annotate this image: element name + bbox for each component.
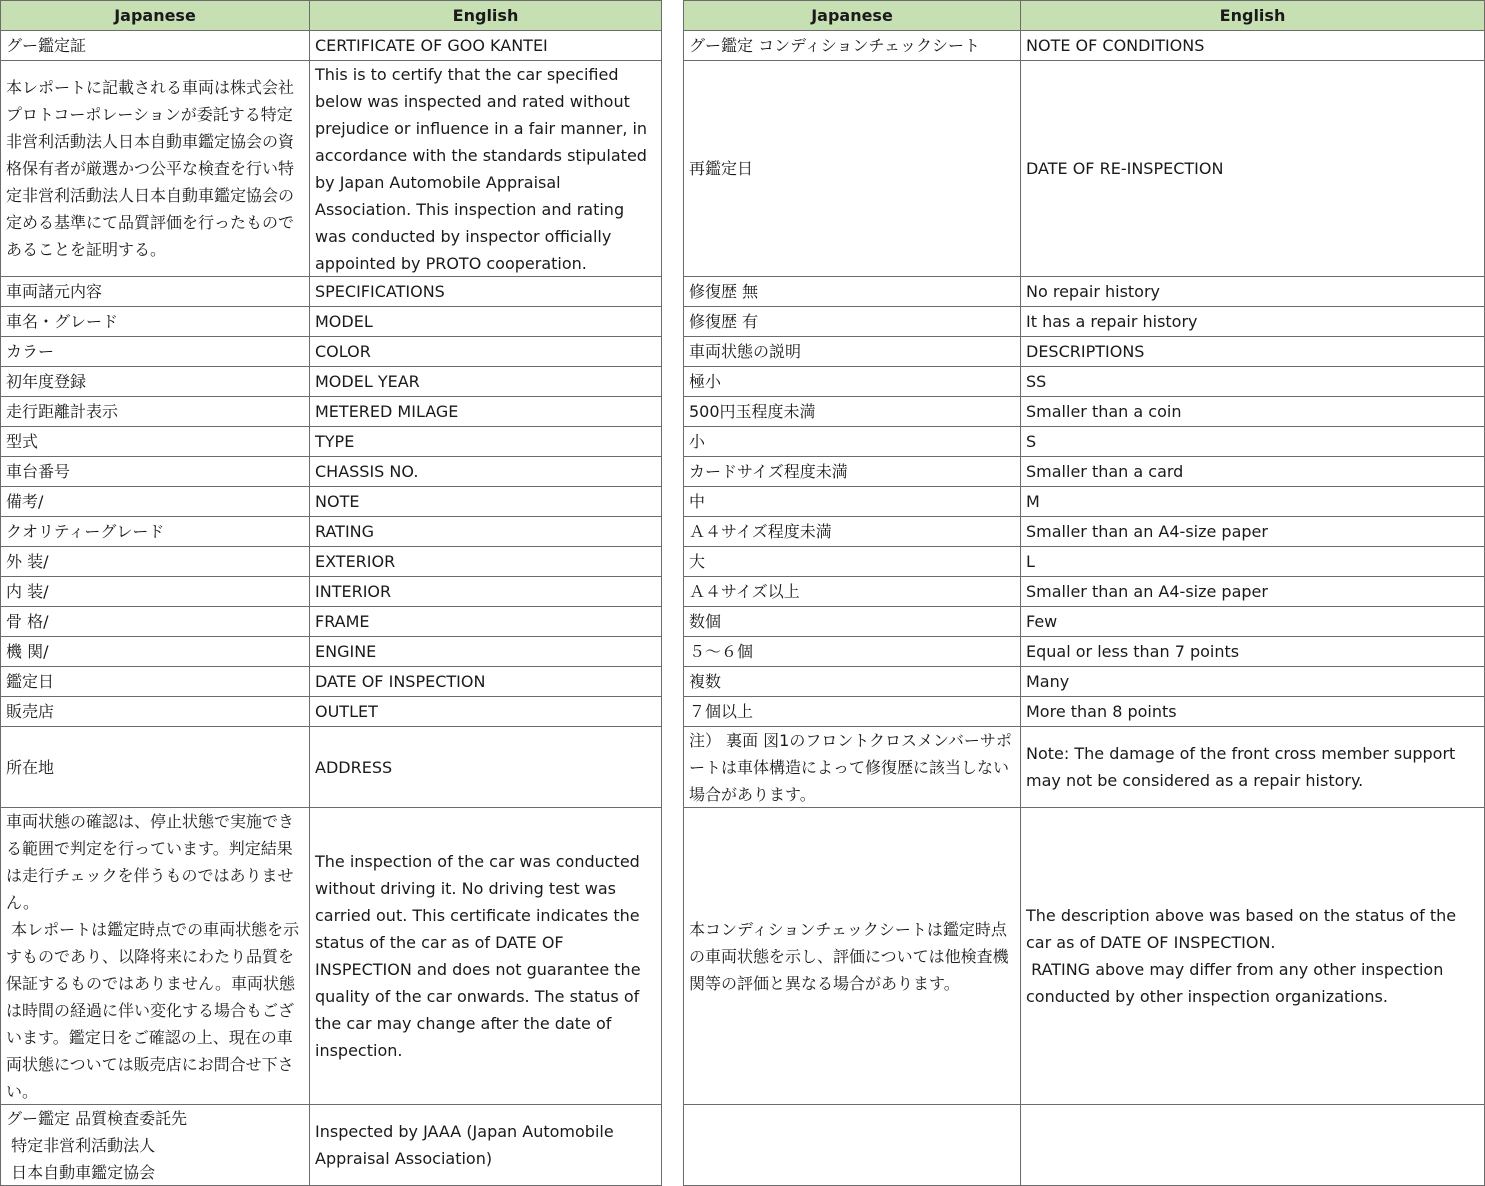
english-cell: Smaller than a coin <box>1021 397 1485 426</box>
japanese-column-header: Japanese <box>0 1 310 30</box>
table-row <box>683 1105 1485 1186</box>
table-row <box>683 31 1485 61</box>
table-row <box>0 577 662 607</box>
japanese-cell: 500円玉程度未満 <box>683 397 1021 426</box>
english-column-header: English <box>310 1 662 30</box>
english-cell: Smaller than an A4-size paper <box>1021 577 1485 606</box>
right-translation-table <box>683 0 1485 1186</box>
english-cell: ADDRESS <box>310 727 662 807</box>
table-row <box>683 808 1485 1105</box>
table-row <box>683 397 1485 427</box>
english-cell: COLOR <box>310 337 662 366</box>
japanese-cell: 初年度登録 <box>0 367 310 396</box>
header-row <box>683 0 1485 31</box>
table-row <box>0 367 662 397</box>
english-cell: CERTIFICATE OF GOO KANTEI <box>310 31 662 60</box>
english-cell: DATE OF INSPECTION <box>310 667 662 696</box>
table-row <box>683 607 1485 637</box>
japanese-cell: 販売店 <box>0 697 310 726</box>
english-cell: SPECIFICATIONS <box>310 277 662 306</box>
table-row <box>0 637 662 667</box>
japanese-cell: 修復歴 有 <box>683 307 1021 336</box>
table-row <box>0 307 662 337</box>
japanese-cell: 小 <box>683 427 1021 456</box>
english-cell: NOTE <box>310 487 662 516</box>
english-cell: TYPE <box>310 427 662 456</box>
japanese-cell: 数個 <box>683 607 1021 636</box>
table-row <box>0 727 662 808</box>
table-row <box>683 427 1485 457</box>
japanese-cell: 車両諸元内容 <box>0 277 310 306</box>
english-cell: DESCRIPTIONS <box>1021 337 1485 366</box>
table-row <box>0 487 662 517</box>
japanese-cell: Ａ４サイズ以上 <box>683 577 1021 606</box>
japanese-cell: カラー <box>0 337 310 366</box>
english-cell: OUTLET <box>310 697 662 726</box>
japanese-cell: 車名・グレード <box>0 307 310 336</box>
table-row <box>683 727 1485 808</box>
header-row <box>0 0 662 31</box>
japanese-cell: ７個以上 <box>683 697 1021 726</box>
table-row <box>0 697 662 727</box>
english-cell: S <box>1021 427 1485 456</box>
japanese-cell: カードサイズ程度未満 <box>683 457 1021 486</box>
table-row <box>683 367 1485 397</box>
japanese-cell: 外 装/ <box>0 547 310 576</box>
japanese-cell: 鑑定日 <box>0 667 310 696</box>
table-row <box>683 277 1485 307</box>
japanese-cell: 中 <box>683 487 1021 516</box>
japanese-cell: 型式 <box>0 427 310 456</box>
table-row <box>0 277 662 307</box>
japanese-cell: グー鑑定証 <box>0 31 310 60</box>
japanese-cell: 複数 <box>683 667 1021 696</box>
english-cell: SS <box>1021 367 1485 396</box>
japanese-cell: 大 <box>683 547 1021 576</box>
japanese-cell: 車台番号 <box>0 457 310 486</box>
english-cell: More than 8 points <box>1021 697 1485 726</box>
english-cell: Few <box>1021 607 1485 636</box>
japanese-cell <box>683 1105 1021 1185</box>
english-cell: METERED MILAGE <box>310 397 662 426</box>
english-cell: ENGINE <box>310 637 662 666</box>
japanese-cell: 本レポートに記載される車両は株式会社プロトコーポレーションが委託する特定非営利活動法人日本自動車鑑定協会の資格保有者が厳選かつ公平な検査を行い特定非営利活動法人日本自動車鑑定協会の定める基準にて品質評価を行ったものであることを証明する。 <box>0 61 310 276</box>
table-row <box>683 547 1485 577</box>
japanese-column-header: Japanese <box>683 1 1021 30</box>
english-cell: The description above was based on the status of the car as of DATE OF INSPECTION. RATING above may differ from any other inspection conducted by other inspection organizations. <box>1021 808 1485 1104</box>
left-translation-table <box>0 0 662 1186</box>
english-cell: FRAME <box>310 607 662 636</box>
english-cell: INTERIOR <box>310 577 662 606</box>
japanese-cell: 本コンディションチェックシートは鑑定時点の車両状態を示し、評価については他検査機関等の評価と異なる場合があります。 <box>683 808 1021 1104</box>
english-cell <box>1021 1105 1485 1185</box>
english-cell: EXTERIOR <box>310 547 662 576</box>
english-cell: CHASSIS NO. <box>310 457 662 486</box>
japanese-cell: 修復歴 無 <box>683 277 1021 306</box>
english-cell: No repair history <box>1021 277 1485 306</box>
japanese-cell: 骨 格/ <box>0 607 310 636</box>
japanese-cell: グー鑑定 品質検査委託先 特定非営利活動法人 日本自動車鑑定協会 <box>0 1105 310 1185</box>
table-row <box>0 427 662 457</box>
english-cell: RATING <box>310 517 662 546</box>
japanese-cell: ５～６個 <box>683 637 1021 666</box>
english-cell: MODEL <box>310 307 662 336</box>
english-cell: Smaller than an A4-size paper <box>1021 517 1485 546</box>
table-row <box>683 697 1485 727</box>
table-row <box>683 577 1485 607</box>
table-row <box>683 457 1485 487</box>
english-cell: It has a repair history <box>1021 307 1485 336</box>
japanese-cell: Ａ４サイズ程度未満 <box>683 517 1021 546</box>
english-cell: NOTE OF CONDITIONS <box>1021 31 1485 60</box>
english-cell: MODEL YEAR <box>310 367 662 396</box>
japanese-cell: 車両状態の説明 <box>683 337 1021 366</box>
english-cell: Inspected by JAAA (Japan Automobile Appraisal Association) <box>310 1105 662 1185</box>
table-row <box>683 307 1485 337</box>
english-cell: DATE OF RE-INSPECTION <box>1021 61 1485 276</box>
table-row <box>0 61 662 277</box>
english-cell: M <box>1021 487 1485 516</box>
japanese-cell: クオリティーグレード <box>0 517 310 546</box>
table-row <box>0 457 662 487</box>
japanese-cell: 車両状態の確認は、停止状態で実施できる範囲で判定を行っています。判定結果は走行チェックを伴うものではありません。 本レポートは鑑定時点での車両状態を示すものであり、以降将来にわたり品質を保証するものではありません。車両状態は時間の経過に伴い変化する場合もございます。鑑定日をご確認の上、現在の車両状態については販売店にお問合せ下さい。 <box>0 808 310 1104</box>
japanese-cell: 再鑑定日 <box>683 61 1021 276</box>
table-row <box>0 1105 662 1186</box>
table-row <box>683 637 1485 667</box>
english-cell: L <box>1021 547 1485 576</box>
table-row <box>0 31 662 61</box>
japanese-cell: グー鑑定 コンディションチェックシート <box>683 31 1021 60</box>
japanese-cell: 極小 <box>683 367 1021 396</box>
table-row <box>683 517 1485 547</box>
table-row <box>683 487 1485 517</box>
table-row <box>0 667 662 697</box>
japanese-cell: 注） 裏面 図1のフロントクロスメンバーサポートは車体構造によって修復歴に該当しない場合があります。 <box>683 727 1021 807</box>
english-cell: Many <box>1021 667 1485 696</box>
japanese-cell: 内 装/ <box>0 577 310 606</box>
japanese-cell: 走行距離計表示 <box>0 397 310 426</box>
table-row <box>0 517 662 547</box>
english-cell: Note: The damage of the front cross member support may not be considered as a repair history. <box>1021 727 1485 807</box>
table-row <box>0 607 662 637</box>
english-cell: Equal or less than 7 points <box>1021 637 1485 666</box>
japanese-cell: 機 関/ <box>0 637 310 666</box>
table-row <box>0 808 662 1105</box>
english-cell: Smaller than a card <box>1021 457 1485 486</box>
table-row <box>683 337 1485 367</box>
table-row <box>0 397 662 427</box>
table-row <box>683 61 1485 277</box>
japanese-cell: 所在地 <box>0 727 310 807</box>
japanese-cell: 備考/ <box>0 487 310 516</box>
english-column-header: English <box>1021 1 1485 30</box>
table-row <box>0 547 662 577</box>
english-cell: This is to certify that the car specified below was inspected and rated without prejudice or influence in a fair manner, in accordance with the standards stipulated by Japan Automobile Appraisal Association. This inspection and rating was conducted by inspector officially appointed by PROTO cooperation. <box>310 61 662 276</box>
table-row <box>683 667 1485 697</box>
table-row <box>0 337 662 367</box>
english-cell: The inspection of the car was conducted without driving it. No driving test was carried out. This certificate indicates the status of the car as of DATE OF INSPECTION and does not guarantee the quality of the car onwards. The status of the car may change after the date of inspection. <box>310 808 662 1104</box>
